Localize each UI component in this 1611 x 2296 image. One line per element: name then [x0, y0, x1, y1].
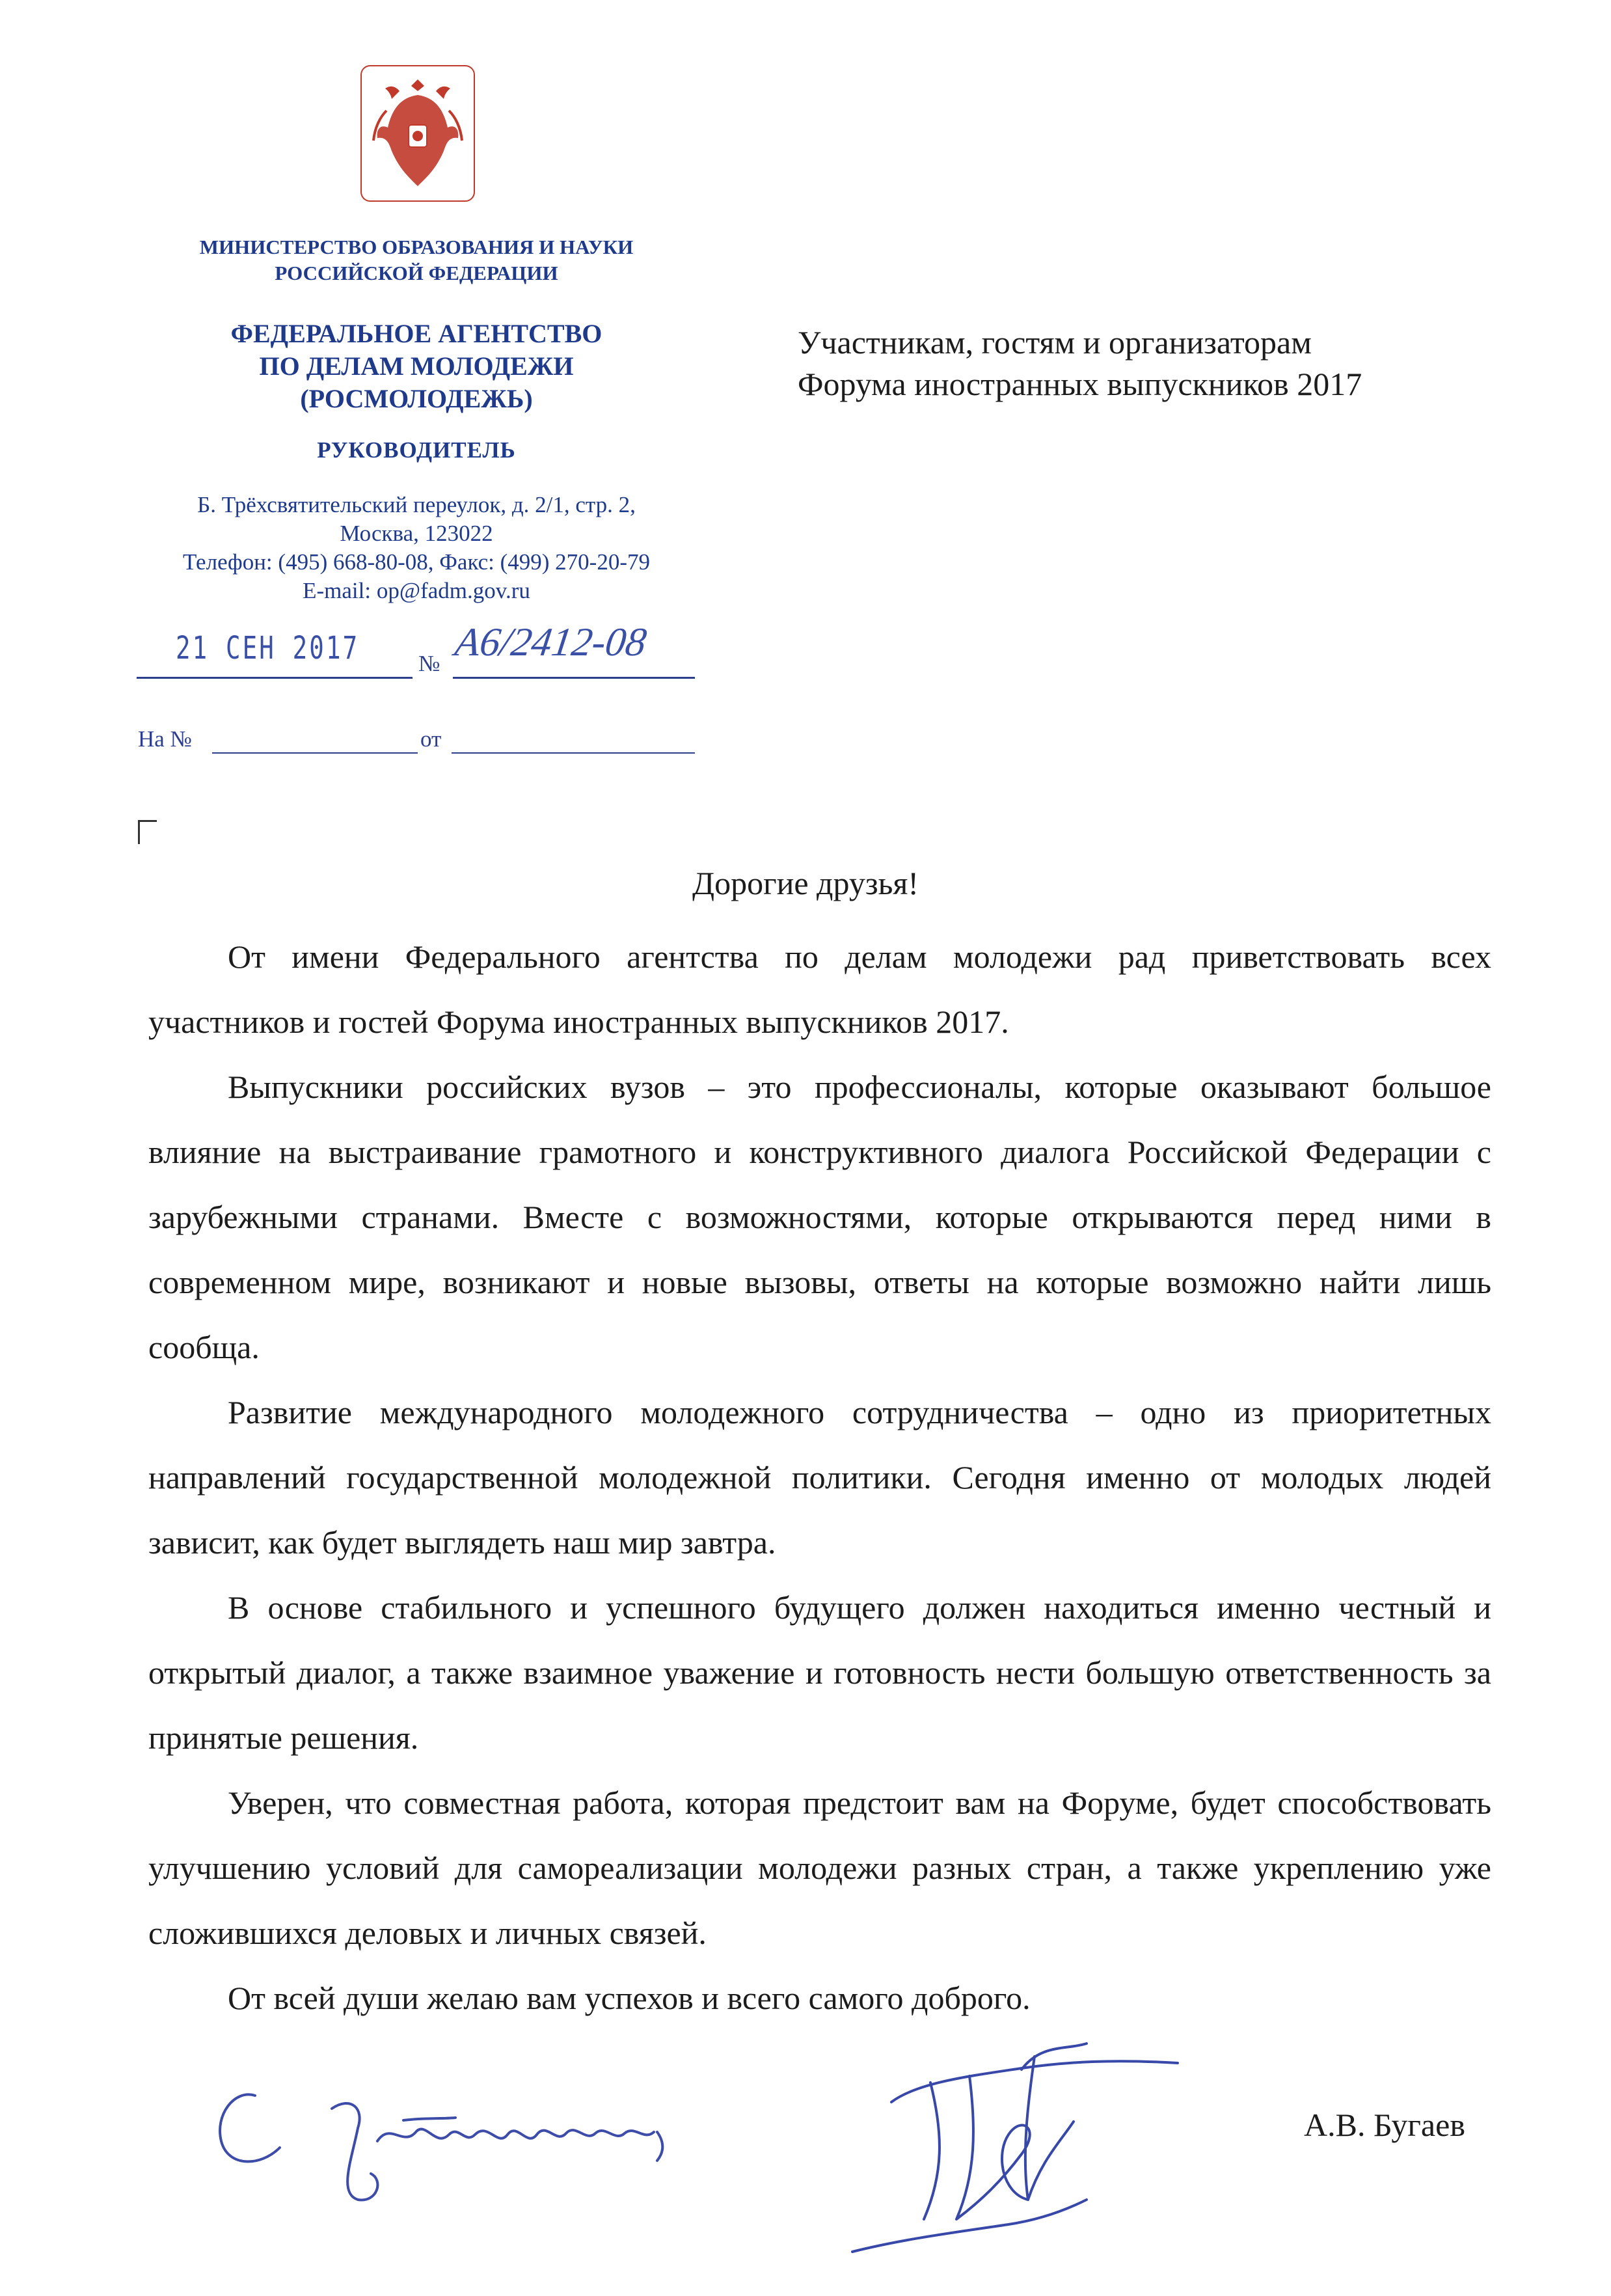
address-line: Б. Трёхсвятительский переулок, д. 2/1, стр. 2, [197, 492, 636, 517]
ministry-name [130, 234, 703, 286]
body-paragraph: В основе стабильного и успешного будущего должен находиться именно честный и открытый диалог, а также взаимное уважение и готовность нести большую ответственность за принятые решения. [148, 1589, 1491, 1756]
reference-label: На № [138, 726, 192, 752]
letter-body [148, 924, 1491, 2030]
coat-of-arms-icon [360, 65, 475, 202]
addressee-block [798, 321, 1362, 405]
registration-number: А6/2412-08 [452, 620, 649, 664]
contact-address [130, 491, 703, 605]
reference-from-label: от [420, 726, 442, 752]
phone-fax-line: Телефон: (495) 668-80-08, Факс: (499) 270-20-79 [183, 549, 650, 575]
position-title: РУКОВОДИТЕЛЬ [317, 437, 516, 463]
number-underline [453, 677, 695, 679]
ministry-line: РОССИЙСКОЙ ФЕДЕРАЦИИ [275, 262, 558, 284]
reference-number-line [212, 752, 418, 754]
address-line: Москва, 123022 [340, 521, 493, 546]
number-label: № [418, 651, 440, 676]
body-paragraph: От всей души желаю вам успехов и всего самого доброго. [228, 1980, 1031, 2016]
date-underline [137, 677, 413, 679]
agency-line: ФЕДЕРАЛЬНОЕ АГЕНТСТВО [230, 319, 602, 348]
addressee-line: Форума иностранных выпускников 2017 [798, 366, 1362, 402]
agency-name [130, 318, 703, 415]
signature [826, 2004, 1191, 2271]
greeting: Дорогие друзья! [692, 865, 919, 901]
address-corner-mark [138, 820, 157, 844]
agency-line: (РОСМОЛОДЕЖЬ) [300, 384, 533, 413]
email-line: E-mail: op@fadm.gov.ru [303, 578, 530, 603]
handwritten-closing [208, 2070, 833, 2226]
agency-line: ПО ДЕЛАМ МОЛОДЕЖИ [259, 351, 574, 381]
signer-name: А.В. Бугаев [1304, 2107, 1465, 2143]
body-paragraph: Выпускники российских вузов – это профессионалы, которые оказывают большое влияние на выстраивание грамотного и конструктивного диалога Российской Федерации с зарубежными странами. Вместе с возможностями, которые открываются перед ними в современном мире, возникают и новые вызовы, ответы на которые возможно найти лишь сообща. [148, 1069, 1491, 1365]
ministry-line: МИНИСТЕРСТВО ОБРАЗОВАНИЯ И НАУКИ [199, 236, 634, 258]
registration-date-stamp: 21 СЕН 2017 [176, 630, 360, 666]
body-paragraph: Уверен, что совместная работа, которая предстоит вам на Форуме, будет способствовать улучшению условий для самореализации молодежи разных стран, а также укреплению уже сложившихся деловых и личных связей. [148, 1784, 1491, 1951]
addressee-line: Участникам, гостям и организаторам [798, 324, 1312, 361]
reference-date-line [452, 752, 695, 754]
body-paragraph: Развитие международного молодежного сотрудничества – одно из приоритетных направлений государственной молодежной политики. Сегодня именно от молодых людей зависит, как будет выглядеть наш мир завтра. [148, 1394, 1491, 1561]
body-paragraph: От имени Федерального агентства по делам молодежи рад приветствовать всех участников и гостей Форума иностранных выпускников 2017. [148, 938, 1491, 1040]
